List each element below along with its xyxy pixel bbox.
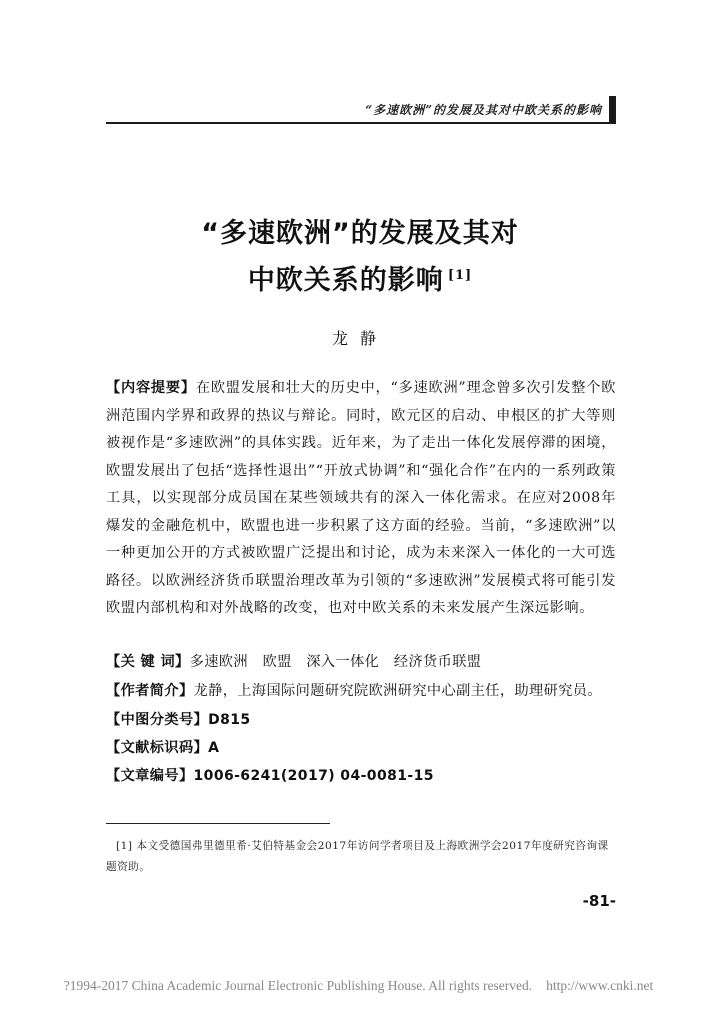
copyright-text: ?1994-2017 China Academic Journal Electronic Publishing House. All rights reserved. [63,978,533,993]
title-line-2-text: 中欧关系的影响 [247,265,444,296]
page-number: -81- [582,892,616,910]
header-rule [106,122,610,124]
author-bio [106,680,626,700]
article-title [100,213,620,302]
copyright-url[interactable]: http://www.cnki.net [546,978,654,993]
copyright-notice [0,978,717,994]
article-number-value: 1006-6241(2017) 04-0081-15 [193,768,434,784]
title-footnote-mark[interactable]: [1] [447,268,473,283]
author-name: 龙静 [331,329,388,348]
title-line-2 [100,255,620,302]
article-number [106,765,626,785]
classification-label: 【中图分类号】 [106,712,209,728]
classification-value: D815 [208,712,251,728]
footnote-mark: [1] [116,840,133,852]
keywords [106,651,626,671]
keywords-label: 【关 键 词】 [106,654,190,670]
abstract [106,375,616,623]
running-head-bar [609,96,616,124]
footnote [106,836,616,878]
keywords-text: 多速欧洲 欧盟 深入一体化 经济货币联盟 [189,654,482,670]
footnote-text: 本文受德国弗里德里希·艾伯特基金会2017年访问学者项目及上海欧洲学会2017年度研究咨询课题资助。 [106,840,609,873]
document-code-label: 【文献标识码】 [106,740,209,756]
classification-number [106,709,626,729]
document-code-value: A [208,740,220,756]
article-number-label: 【文章编号】 [106,768,194,784]
abstract-text: 在欧盟发展和壮大的历史中，“多速欧洲”理念曾多次引发整个欧洲范围内学界和政界的热议与辩论。同时，欧元区的启动、申根区的扩大等则被视作是“多速欧洲”的具体实践。近年来，为了走出一体化发展停滞的困境，欧盟发展出了包括“选择性退出”“开放式协调”和“强化合作”在内的一系列政策工具，以实现部分成员国在某些领域共有的深入一体化需求。在应对2008年爆发的金融危机中，欧盟也进一步积累了这方面的经验。当前，“多速欧洲”以一种更加公开的方式被欧盟广泛提出和讨论，成为未来深入一体化的一大可选路径。以欧洲经济货币联盟治理改革为引领的“多速欧洲”发展模式将可能引发欧盟内部机构和对外战略的改变，也对中欧关系的未来发展产生深远影响。 [106,380,616,616]
author-bio-text: 龙静，上海国际问题研究院欧洲研究中心副主任，助理研究员。 [193,683,602,699]
document-code [106,737,626,757]
title-line-1: “多速欧洲”的发展及其对 [201,218,519,249]
abstract-label: 【内容提要】 [106,380,196,396]
running-head: “多速欧洲”的发展及其对中欧关系的影响 [365,103,602,117]
author-bio-label: 【作者简介】 [106,683,194,699]
footnote-rule [106,823,330,824]
